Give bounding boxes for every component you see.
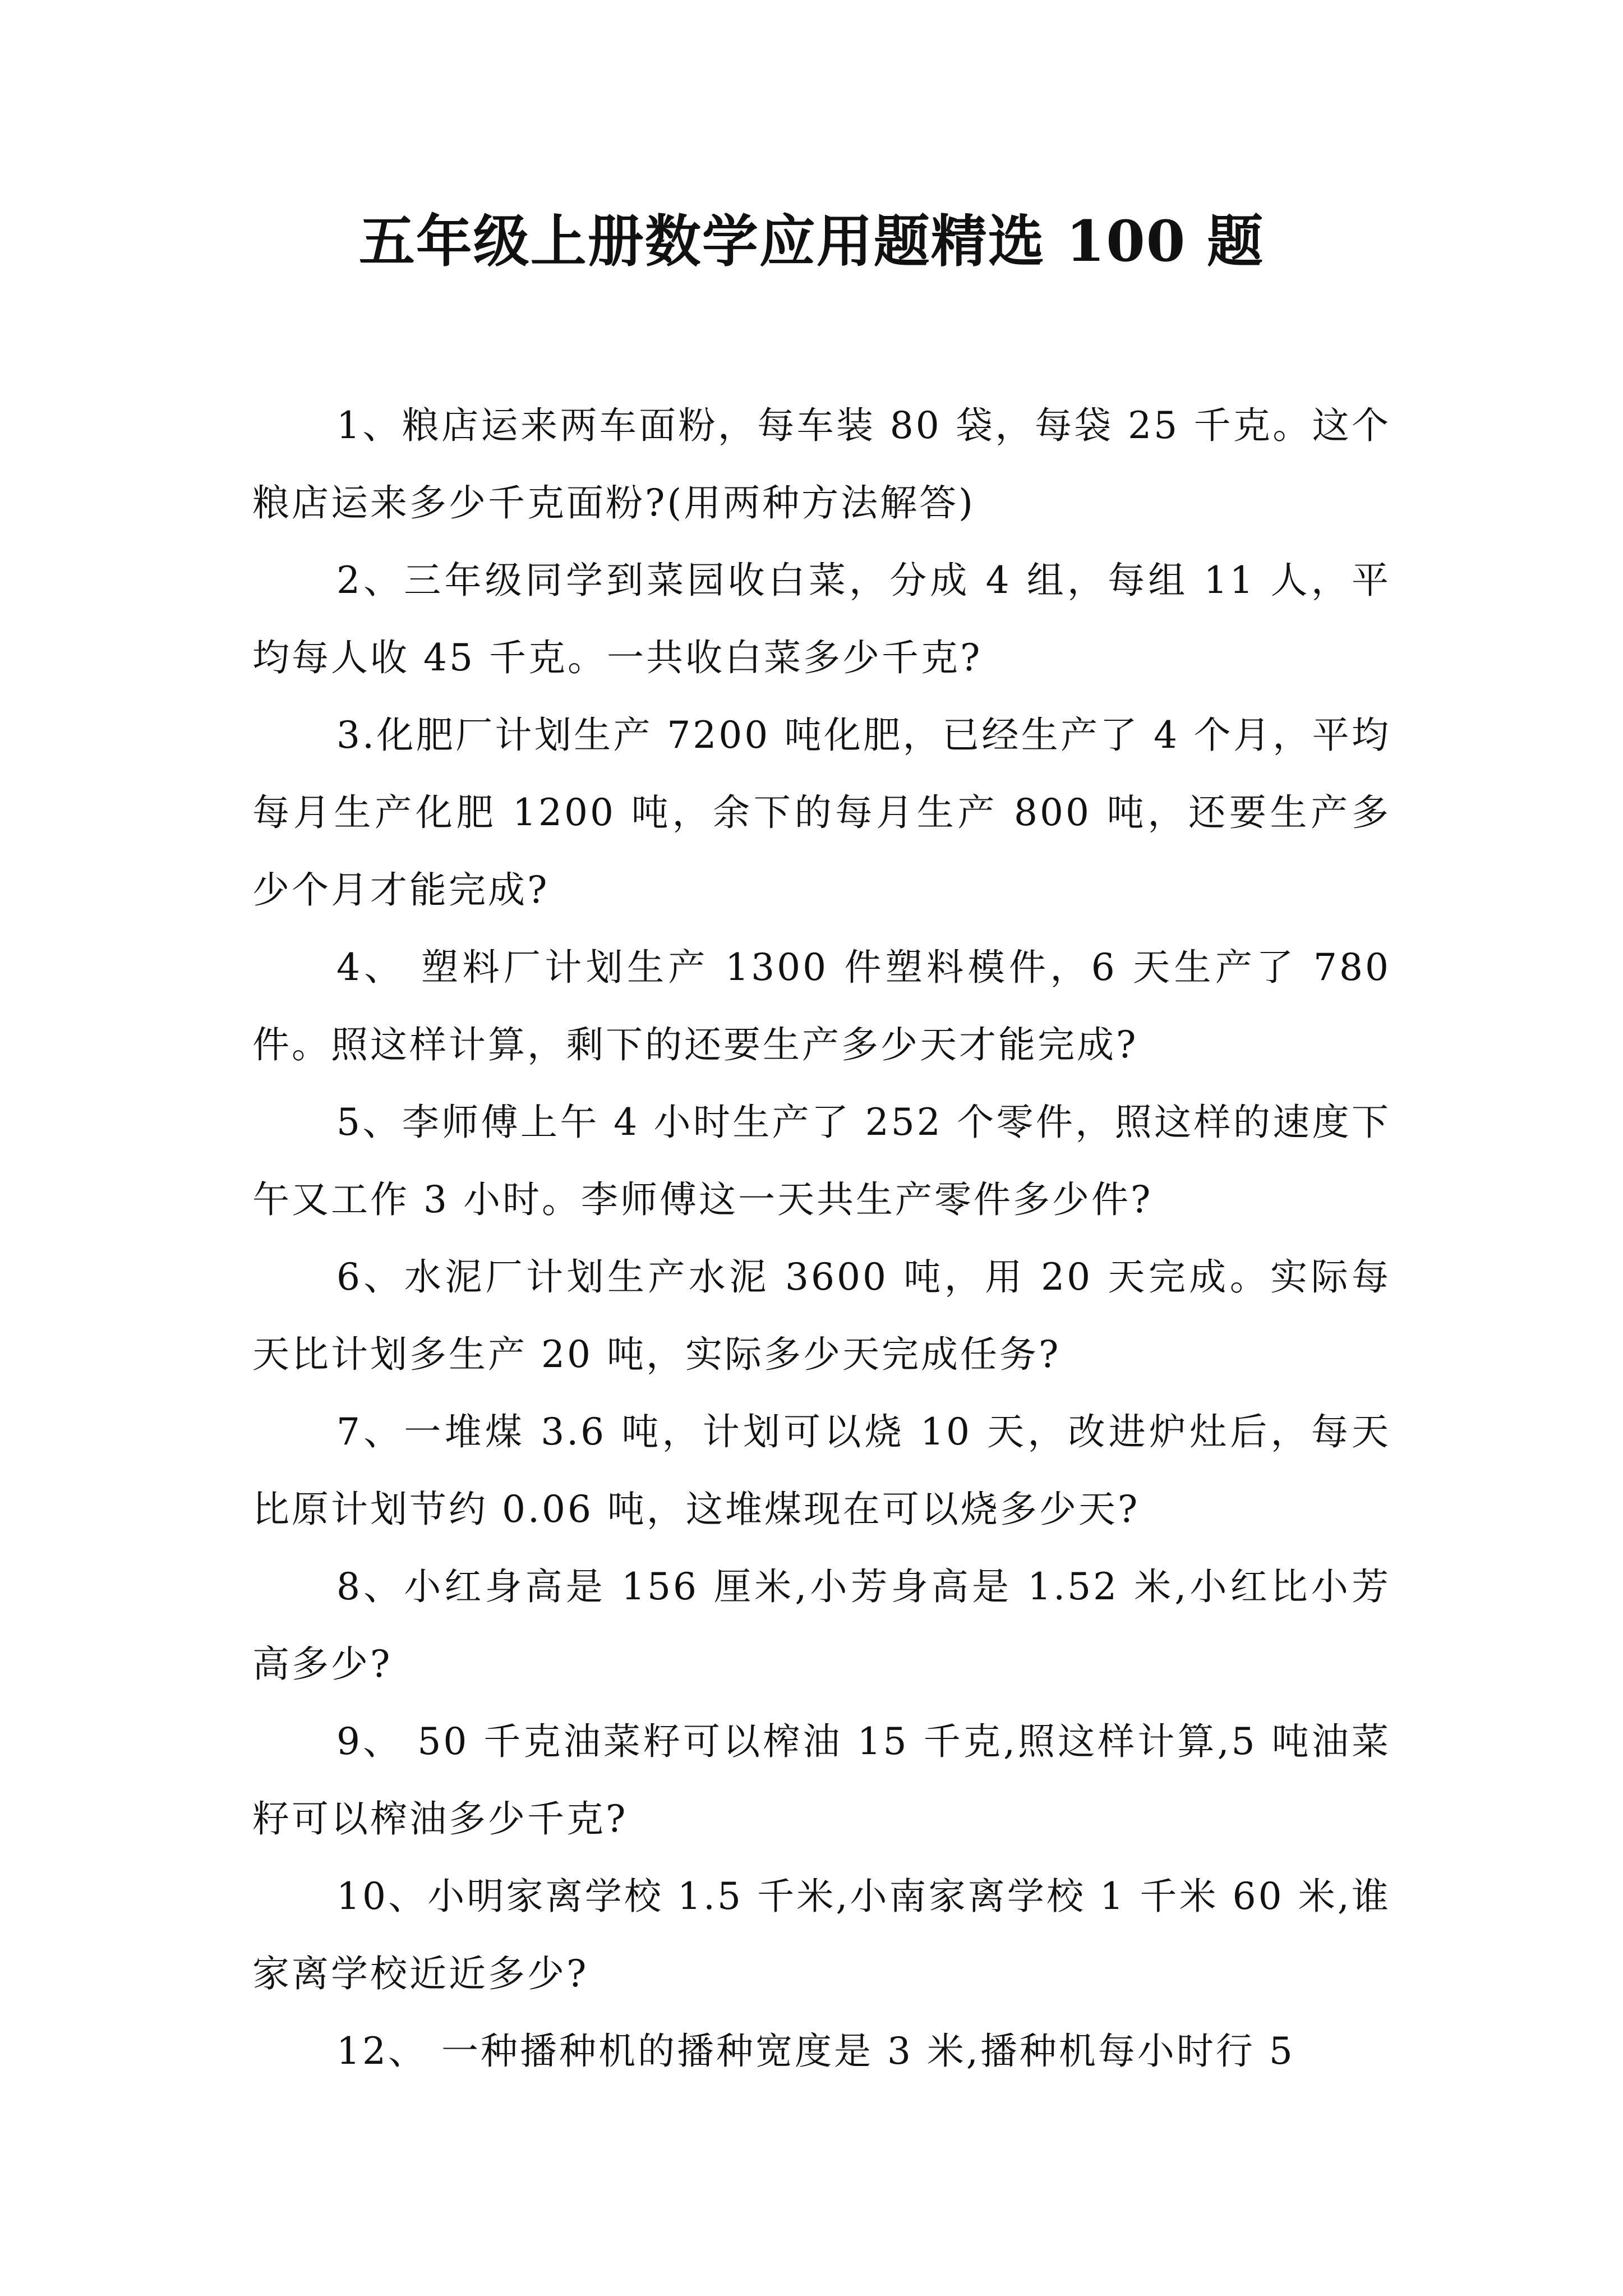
question-2: 2、三年级同学到菜园收白菜，分成 4 组，每组 11 人，平均每人收 45 千克。一共收白菜多少千克? xyxy=(252,559,1391,679)
question-12: 12、 一种播种机的播种宽度是 3 米,播种机每小时行 5 xyxy=(336,2030,1295,2073)
question-5: 5、李师傅上午 4 小时生产了 252 个零件，照这样的速度下午又工作 3 小时。李师傅这一天共生产零件多少件? xyxy=(252,1101,1391,1221)
question-4: 4、 塑料厂计划生产 1300 件塑料模件，6 天生产了 780 件。照这样计算，剩下的还要生产多少天才能完成? xyxy=(252,946,1391,1066)
question-1: 1、粮店运来两车面粉，每车装 80 袋，每袋 25 千克。这个粮店运来多少千克面粉?(用两种方法解答) xyxy=(252,404,1391,524)
page-title: 五年级上册数学应用题精选 100 题 xyxy=(358,208,1265,274)
question-10: 10、小明家离学校 1.5 千米,小南家离学校 1 千米 60 米,谁家离学校近近多少? xyxy=(252,1875,1391,1995)
question-6: 6、水泥厂计划生产水泥 3600 吨，用 20 天完成。实际每天比计划多生产 20 吨，实际多少天完成任务? xyxy=(252,1255,1391,1376)
question-3: 3.化肥厂计划生产 7200 吨化肥，已经生产了 4 个月，平均每月生产化肥 1200 吨，余下的每月生产 800 吨，还要生产多少个月才能完成? xyxy=(252,714,1391,912)
question-8: 8、小红身高是 156 厘米,小芳身高是 1.52 米,小红比小芳高多少? xyxy=(252,1565,1391,1686)
question-7: 7、一堆煤 3.6 吨，计划可以烧 10 天，改进炉灶后，每天比原计划节约 0.06 吨，这堆煤现在可以烧多少天? xyxy=(252,1410,1391,1531)
question-9: 9、 50 千克油菜籽可以榨油 15 千克,照这样计算,5 吨油菜籽可以榨油多少千克? xyxy=(252,1720,1391,1841)
